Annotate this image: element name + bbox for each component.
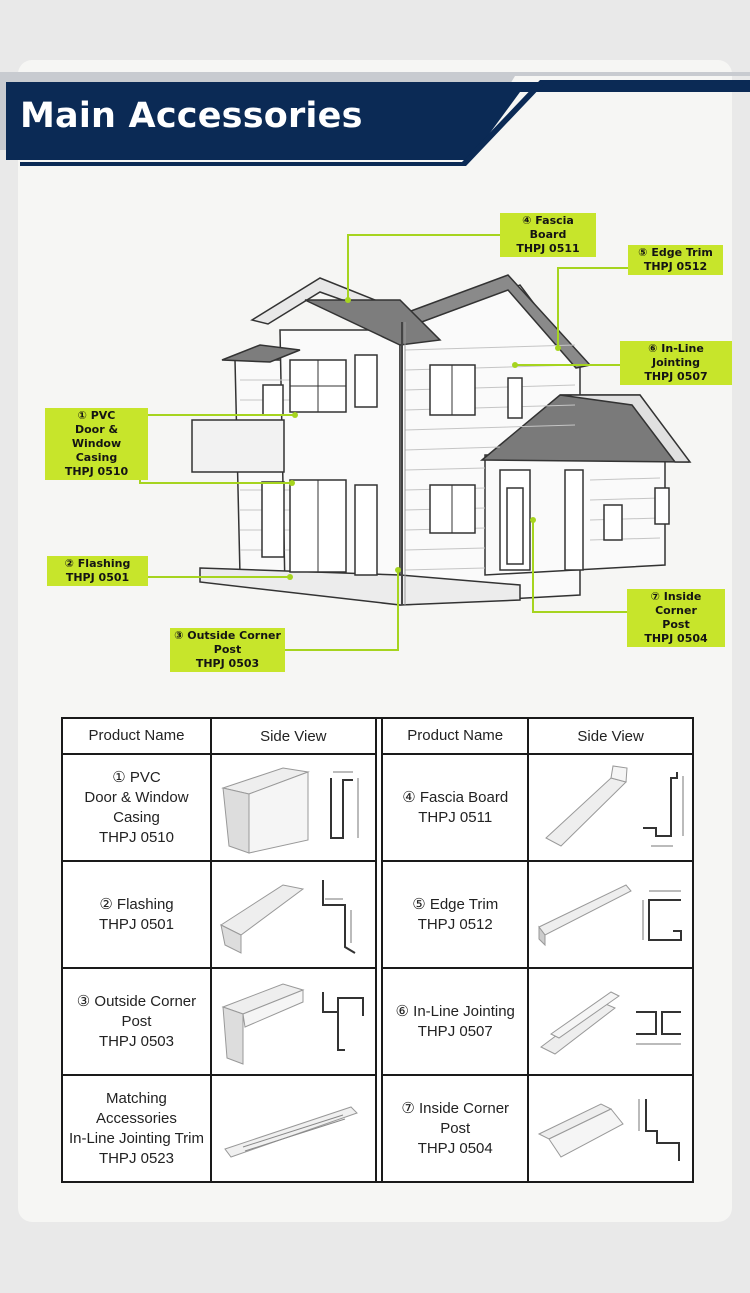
side-view-cell (211, 861, 376, 968)
side-view-cell (211, 968, 376, 1075)
product-name-cell: ① PVC Door & Window Casing THPJ 0510 (62, 754, 211, 861)
casing-profile-image (213, 758, 373, 858)
callout-inside-corner-post: ⑦ Inside Corner Post THPJ 0504 (627, 589, 725, 647)
side-view-cell (211, 1075, 376, 1182)
product-name-cell: ⑤ Edge Trim THPJ 0512 (382, 861, 528, 968)
table-header-row (62, 718, 693, 754)
callout-flashing: ② Flashing THPJ 0501 (47, 556, 148, 586)
callout-fascia-board: ④ Fascia Board THPJ 0511 (500, 213, 596, 257)
side-view-cell (528, 968, 693, 1075)
column-header: Side View (528, 718, 693, 754)
page-title: Main Accessories (20, 96, 363, 136)
product-name-cell: ⑥ In-Line Jointing THPJ 0507 (382, 968, 528, 1075)
column-header: Side View (211, 718, 376, 754)
side-view-cell (528, 861, 693, 968)
column-header: Product Name (382, 718, 528, 754)
product-name-cell: ④ Fascia Board THPJ 0511 (382, 754, 528, 861)
product-name-cell: Matching Accessories In-Line Jointing Trim THPJ 0523 (62, 1075, 211, 1182)
side-view-cell (528, 754, 693, 861)
side-view-cell (211, 754, 376, 861)
callout-outside-corner-post: ③ Outside Corner Post THPJ 0503 (170, 628, 285, 672)
callout-in-line-jointing: ⑥ In-Line Jointing THPJ 0507 (620, 341, 732, 385)
callout-edge-trim: ⑤ Edge Trim THPJ 0512 (628, 245, 723, 275)
outside-corner-profile-image (213, 972, 373, 1072)
in-line-jointing-trim-image (213, 1079, 373, 1179)
callout-pvc-casing: ① PVC Door & Window Casing THPJ 0510 (45, 408, 148, 480)
edge-trim-profile-image (531, 865, 691, 965)
product-name-cell: ③ Outside Corner Post THPJ 0503 (62, 968, 211, 1075)
in-line-jointing-profile-image (531, 972, 691, 1072)
column-header: Product Name (62, 718, 211, 754)
product-name-cell: ⑦ Inside Corner Post THPJ 0504 (382, 1075, 528, 1182)
side-view-cell (528, 1075, 693, 1182)
accessories-table (61, 717, 694, 1183)
flashing-profile-image (213, 865, 373, 965)
inside-corner-profile-image (531, 1079, 691, 1179)
product-name-cell: ② Flashing THPJ 0501 (62, 861, 211, 968)
fascia-profile-image (531, 758, 691, 858)
